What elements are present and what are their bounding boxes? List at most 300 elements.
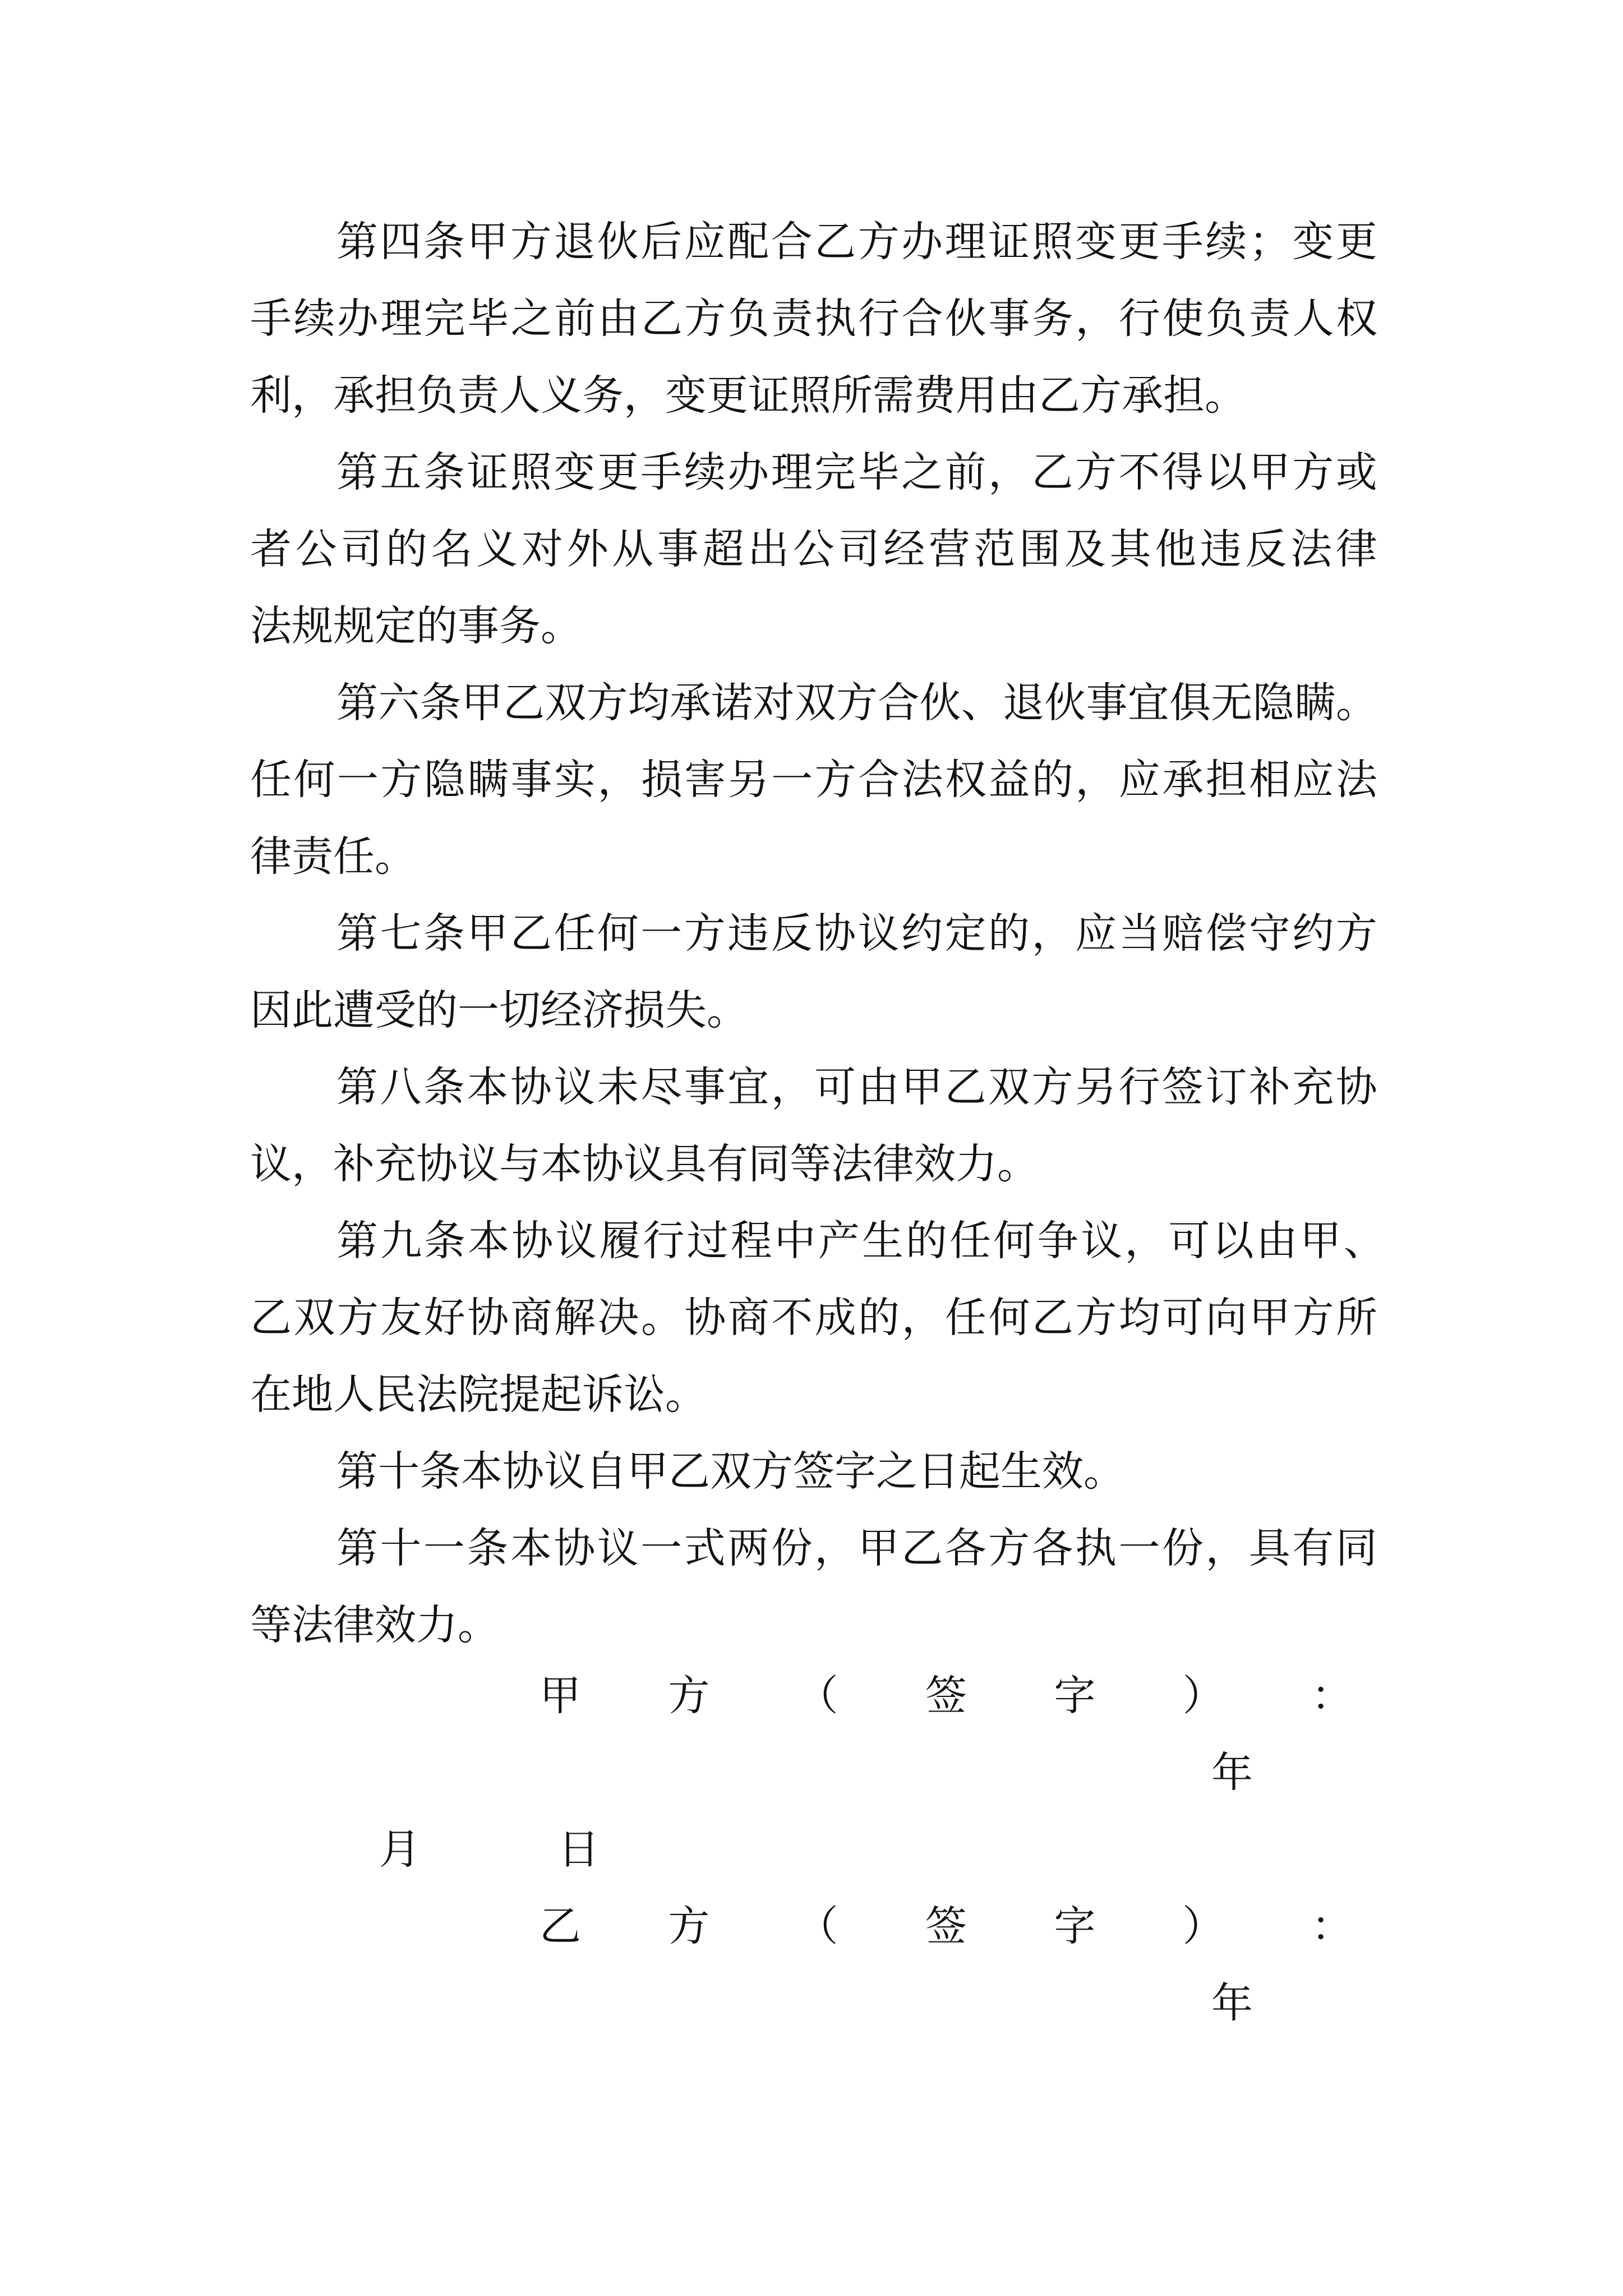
text-char: 退: [1003, 679, 1044, 727]
text-char: 定: [944, 909, 986, 958]
text-char: 事: [684, 1063, 726, 1111]
text-char: 更: [1118, 218, 1160, 266]
text-char: 一: [640, 909, 683, 958]
text-char: 反: [771, 909, 813, 958]
text-char: 的: [906, 1217, 948, 1265]
text-char: 可: [1168, 1217, 1210, 1265]
text-char: 反: [1245, 525, 1287, 573]
text-char: 围: [1019, 525, 1061, 573]
text-char: 第: [336, 1524, 378, 1572]
text-char: 议: [555, 1217, 597, 1265]
text-char: 应: [1075, 909, 1117, 958]
article-10-line-1: 第十条本协议自甲乙双方签字之日起生效。: [336, 1447, 1125, 1496]
text-char: 法: [901, 756, 943, 804]
text-char: 方: [814, 756, 856, 804]
text-char: 乙: [1031, 448, 1073, 496]
text-char: 一: [423, 1524, 465, 1572]
article-8-line-2: 议，补充协议与本协议具有同等法律效力。: [250, 1140, 1039, 1188]
text-char: 订: [1205, 1063, 1247, 1111]
text-char: 负: [727, 295, 769, 343]
text-char: 甲: [1249, 1294, 1291, 1342]
text-char: 中: [774, 1217, 816, 1265]
text-char: 由: [857, 1063, 900, 1111]
text-char: 从: [612, 525, 654, 573]
text-char: 产: [818, 1217, 860, 1265]
text-char: 行: [858, 295, 900, 343]
text-char: 本: [510, 1524, 552, 1572]
text-char: 约: [901, 909, 943, 958]
text-char: 方: [988, 1524, 1030, 1572]
text-char: 条: [423, 448, 465, 496]
text-char: ，: [1075, 295, 1117, 343]
text-char: 宜: [1127, 679, 1169, 727]
text-char: ，: [1124, 1217, 1166, 1265]
text-char: 字: [1054, 1672, 1096, 1720]
text-char: 条: [419, 679, 462, 727]
text-char: 生: [861, 1217, 903, 1265]
text-char: 商: [727, 1294, 769, 1342]
text-char: 议: [597, 1524, 639, 1572]
text-char: 手: [1161, 218, 1204, 266]
text-char: 方: [1031, 1063, 1073, 1111]
text-char: 证: [467, 448, 509, 496]
article-6-line-1: [336, 666, 1377, 739]
article-5-line-1: [336, 436, 1377, 509]
text-char: （: [796, 1902, 838, 1950]
text-char: 签: [925, 1902, 967, 1950]
text-char: 隐: [1252, 679, 1294, 727]
text-char: 条: [424, 1217, 466, 1265]
text-char: 事: [1086, 679, 1128, 727]
article-9-line-2: [250, 1281, 1377, 1354]
text-char: 一: [336, 756, 379, 804]
text-char: 第: [336, 1217, 378, 1265]
text-char: 七: [380, 909, 422, 958]
text-char: 方: [336, 1294, 379, 1342]
party-b-signature-line: [540, 1893, 1353, 1960]
text-char: 手: [640, 448, 683, 496]
article-5-line-2: [250, 513, 1377, 586]
text-char: 议: [857, 909, 900, 958]
text-char: 伙: [945, 295, 986, 343]
text-char: 变: [554, 448, 596, 496]
text-char: 同: [1335, 1524, 1377, 1572]
text-char: 协: [511, 1217, 554, 1265]
text-char: 甲: [461, 679, 503, 727]
text-char: ，: [901, 1294, 943, 1342]
text-char: 司: [838, 525, 880, 573]
text-char: 对: [753, 679, 795, 727]
text-char: 退: [554, 218, 596, 266]
text-char: 本: [467, 1063, 509, 1111]
text-char: 第: [336, 448, 378, 496]
text-char: 方: [1335, 909, 1377, 958]
text-char: 乙: [640, 295, 683, 343]
text-char: 第: [336, 909, 378, 958]
text-char: 有: [1292, 1524, 1334, 1572]
article-8-line-1: [336, 1051, 1377, 1124]
text-char: 损: [640, 756, 683, 804]
text-char: 责: [771, 295, 813, 343]
text-char: 更: [597, 448, 639, 496]
text-char: 营: [928, 525, 970, 573]
text-char: 签: [925, 1672, 967, 1720]
text-char: 乙: [944, 1063, 986, 1111]
article-7-line-2: 因此遭受的一切经济损失。: [250, 986, 748, 1034]
text-char: 一: [1118, 1524, 1160, 1572]
text-char: ，: [1205, 1524, 1247, 1572]
text-char: 均: [1118, 1294, 1160, 1342]
text-char: 偿: [1205, 909, 1247, 958]
text-char: 成: [814, 1294, 856, 1342]
text-char: 相: [1249, 756, 1291, 804]
text-char: 公: [792, 525, 834, 573]
text-char: 方: [668, 1672, 710, 1720]
text-char: 补: [1248, 1063, 1290, 1111]
text-char: 完: [423, 295, 465, 343]
text-char: 当: [1118, 909, 1160, 958]
text-char: 毕: [467, 295, 509, 343]
text-char: 法: [1335, 756, 1377, 804]
article-5-line-3: 法规规定的事务。: [250, 602, 582, 650]
text-char: 由: [597, 295, 639, 343]
text-char: 守: [1248, 909, 1290, 958]
article-9-line-3: 在地人民法院提起诉讼。: [250, 1370, 707, 1419]
text-char: 合: [878, 679, 920, 727]
text-char: 条: [467, 1524, 509, 1572]
text-char: ，: [771, 1063, 813, 1111]
text-char: 第: [336, 218, 378, 266]
text-char: 另: [727, 756, 769, 804]
text-char: ，: [814, 1524, 856, 1572]
text-char: 行: [1118, 295, 1160, 343]
text-char: 可: [1162, 1294, 1204, 1342]
article-11-line-2: 等法律效力。: [250, 1601, 499, 1649]
text-char: 律: [1335, 525, 1377, 573]
text-char: 合: [858, 756, 900, 804]
text-char: 友: [380, 1294, 422, 1342]
text-char: 事: [988, 295, 1030, 343]
text-char: 伙: [1044, 679, 1086, 727]
text-char: 一: [640, 1524, 683, 1572]
text-char: 商: [510, 1294, 552, 1342]
text-char: 他: [1155, 525, 1197, 573]
text-char: 理: [380, 295, 422, 343]
text-char: 所: [1335, 1294, 1377, 1342]
text-char: 双: [293, 1294, 335, 1342]
text-char: 协: [510, 1063, 552, 1111]
text-char: 办: [727, 448, 769, 496]
text-char: 伙: [597, 218, 639, 266]
text-char: 合: [901, 295, 943, 343]
text-char: 决: [597, 1294, 639, 1342]
text-char: 各: [1031, 1524, 1073, 1572]
text-char: 四: [380, 218, 422, 266]
text-char: 另: [1075, 1063, 1117, 1111]
text-char: 伙: [919, 679, 961, 727]
text-char: 甲: [901, 1063, 943, 1111]
text-char: 外: [566, 525, 608, 573]
text-char: 证: [988, 218, 1030, 266]
text-char: 争: [1037, 1217, 1079, 1265]
text-char: 履: [599, 1217, 641, 1265]
text-char: 无: [1211, 679, 1253, 727]
text-char: 。: [640, 1294, 683, 1342]
text-char: 方: [1292, 448, 1334, 496]
text-char: 一: [771, 756, 813, 804]
text-char: 毕: [857, 448, 900, 496]
text-char: 好: [423, 1294, 465, 1342]
text-char: 协: [684, 1294, 726, 1342]
text-char: 五: [380, 448, 422, 496]
text-char: 变: [1292, 218, 1334, 266]
text-char: 应: [1118, 756, 1160, 804]
text-char: 事: [657, 525, 699, 573]
text-char: 条: [423, 1063, 465, 1111]
text-char: 甲: [1248, 448, 1290, 496]
text-char: 配: [727, 218, 769, 266]
text-char: 的: [858, 1294, 900, 1342]
text-char: 前: [554, 295, 596, 343]
text-char: 公: [295, 525, 337, 573]
text-char: 更: [1335, 218, 1377, 266]
text-char: 之: [901, 448, 943, 496]
text-char: 乙: [510, 909, 552, 958]
text-char: 名: [431, 525, 473, 573]
text-char: 应: [1292, 756, 1334, 804]
text-char: 以: [1205, 448, 1247, 496]
text-char: 理: [944, 218, 986, 266]
text-char: 甲: [540, 1672, 581, 1720]
article-11-line-1: [336, 1512, 1377, 1585]
text-char: 或: [1335, 448, 1377, 496]
text-char: 范: [974, 525, 1016, 573]
text-char: 六: [378, 679, 420, 727]
text-char: 份: [1161, 1524, 1204, 1572]
text-char: 害: [684, 756, 726, 804]
text-char: 可: [814, 1063, 856, 1111]
text-char: 前: [944, 448, 986, 496]
text-char: 的: [988, 909, 1030, 958]
text-char: 责: [1249, 295, 1291, 343]
text-char: 本: [468, 1217, 510, 1265]
text-char: 承: [670, 679, 711, 727]
text-char: ；: [1248, 218, 1290, 266]
text-char: 司: [340, 525, 382, 573]
text-char: 任: [949, 1217, 992, 1265]
text-char: ：: [1311, 1672, 1353, 1720]
text-char: 执: [814, 295, 856, 343]
article-4-line-2: [250, 282, 1377, 355]
text-char: ，: [1031, 909, 1073, 958]
text-char: 瞒: [1294, 679, 1336, 727]
text-char: 义: [476, 525, 518, 573]
text-char: 其: [1109, 525, 1151, 573]
text-char: 双: [794, 679, 836, 727]
text-char: ：: [1311, 1902, 1353, 1950]
text-char: 由: [1256, 1217, 1298, 1265]
text-char: 份: [771, 1524, 813, 1572]
text-char: 何: [993, 1217, 1035, 1265]
text-char: 协: [554, 1524, 596, 1572]
text-char: ，: [597, 756, 639, 804]
text-char: 方: [586, 679, 628, 727]
text-char: 乙: [1031, 1294, 1073, 1342]
text-char: ）: [1182, 1902, 1224, 1950]
text-char: 各: [944, 1524, 986, 1572]
text-char: 行: [1118, 1063, 1160, 1111]
text-char: 乙: [901, 1524, 943, 1572]
text-char: 协: [467, 1294, 509, 1342]
text-char: 方: [836, 679, 878, 727]
text-char: 照: [1031, 218, 1073, 266]
text-char: 八: [380, 1063, 422, 1111]
text-char: 合: [771, 218, 813, 266]
text-char: 甲: [857, 1524, 900, 1572]
text-char: 方: [510, 218, 552, 266]
text-char: 任: [250, 756, 292, 804]
text-char: 应: [684, 218, 726, 266]
text-char: 办: [336, 295, 379, 343]
text-char: 条: [423, 909, 465, 958]
text-char: 充: [1292, 1063, 1334, 1111]
text-char: 赔: [1161, 909, 1204, 958]
text-char: 续: [684, 448, 726, 496]
text-char: 尽: [640, 1063, 683, 1111]
text-char: 乙: [814, 218, 856, 266]
text-char: 照: [510, 448, 552, 496]
text-char: 解: [554, 1294, 596, 1342]
text-char: 、: [961, 679, 1003, 727]
text-char: 方: [857, 218, 900, 266]
text-char: 隐: [423, 756, 465, 804]
text-char: 式: [684, 1524, 726, 1572]
text-char: 议: [1081, 1217, 1123, 1265]
text-char: 甲: [467, 218, 509, 266]
text-char: ）: [1182, 1672, 1224, 1720]
text-char: 后: [640, 218, 683, 266]
text-char: 程: [730, 1217, 772, 1265]
text-char: 字: [1054, 1902, 1096, 1950]
text-char: 约: [1292, 909, 1334, 958]
text-char: 双: [545, 679, 587, 727]
text-char: 手: [250, 295, 292, 343]
text-char: 负: [1205, 295, 1247, 343]
text-char: 方: [1075, 448, 1117, 496]
article-6-line-3: 律责任。: [250, 832, 416, 881]
text-char: 向: [1205, 1294, 1247, 1342]
text-char: 方: [668, 1902, 710, 1950]
text-char: 理: [771, 448, 813, 496]
party-a-month-label: 月: [379, 1825, 421, 1874]
text-char: 瞒: [467, 756, 509, 804]
text-char: 事: [510, 756, 552, 804]
text-char: 协: [814, 909, 856, 958]
text-char: 担: [1205, 756, 1247, 804]
text-char: 俱: [1169, 679, 1211, 727]
article-4-line-1: [336, 205, 1377, 278]
text-char: 超: [702, 525, 744, 573]
text-char: 方: [684, 909, 726, 958]
text-char: 行: [643, 1217, 685, 1265]
text-char: 权: [945, 756, 986, 804]
text-char: 甲: [467, 909, 509, 958]
text-char: 完: [814, 448, 856, 496]
text-char: 第: [336, 679, 378, 727]
text-char: 实: [554, 756, 596, 804]
article-4-line-3: 利，承担负责人义务，变更证照所需费用由乙方承担。: [250, 371, 1246, 420]
text-char: 九: [380, 1217, 422, 1265]
text-char: 任: [554, 909, 596, 958]
text-char: 方: [1075, 1294, 1117, 1342]
text-char: 变: [1075, 218, 1117, 266]
text-char: 之: [510, 295, 552, 343]
text-char: 议: [554, 1063, 596, 1111]
party-a-day-label: 日: [558, 1825, 600, 1874]
text-char: 何: [597, 909, 639, 958]
text-char: 具: [1248, 1524, 1290, 1572]
article-9-line-1: [336, 1204, 1385, 1277]
text-char: 权: [1335, 295, 1377, 343]
text-char: 执: [1075, 1524, 1117, 1572]
text-char: 。: [1336, 679, 1377, 727]
text-char: （: [796, 1672, 838, 1720]
text-char: 第: [336, 1063, 378, 1111]
text-char: 宜: [727, 1063, 769, 1111]
text-char: 使: [1162, 295, 1204, 343]
text-char: 者: [250, 525, 292, 573]
text-char: 对: [521, 525, 563, 573]
text-char: 办: [901, 218, 943, 266]
text-char: 出: [748, 525, 790, 573]
text-char: 甲: [1299, 1217, 1341, 1265]
text-char: 诺: [711, 679, 753, 727]
text-char: 的: [385, 525, 427, 573]
text-char: 均: [628, 679, 670, 727]
text-char: 乙: [250, 1294, 292, 1342]
text-char: 十: [380, 1524, 422, 1572]
text-char: 的: [1031, 756, 1073, 804]
text-char: 乙: [540, 1902, 581, 1950]
text-char: 双: [988, 1063, 1030, 1111]
text-char: 未: [597, 1063, 639, 1111]
text-char: 及: [1064, 525, 1106, 573]
text-char: ，: [1075, 756, 1117, 804]
text-char: 违: [727, 909, 769, 958]
text-char: 方: [684, 295, 726, 343]
text-char: 违: [1200, 525, 1242, 573]
text-char: ，: [988, 448, 1030, 496]
text-char: 人: [1292, 295, 1334, 343]
text-char: 方: [1292, 1294, 1334, 1342]
text-char: 益: [988, 756, 1030, 804]
text-char: 、: [1343, 1217, 1385, 1265]
text-char: 方: [380, 756, 422, 804]
text-char: 以: [1212, 1217, 1254, 1265]
text-char: 得: [1161, 448, 1204, 496]
text-char: 法: [1290, 525, 1332, 573]
text-char: 务: [1031, 295, 1073, 343]
text-char: 过: [686, 1217, 728, 1265]
text-char: 经: [883, 525, 925, 573]
party-a-signature-line: [540, 1662, 1353, 1729]
article-6-line-2: [250, 743, 1377, 816]
party-a-year-label: 年: [1211, 1749, 1253, 1797]
party-b-year-label: 年: [1211, 1979, 1253, 2027]
text-char: 任: [945, 1294, 986, 1342]
text-char: 续: [293, 295, 335, 343]
text-char: 不: [1118, 448, 1160, 496]
